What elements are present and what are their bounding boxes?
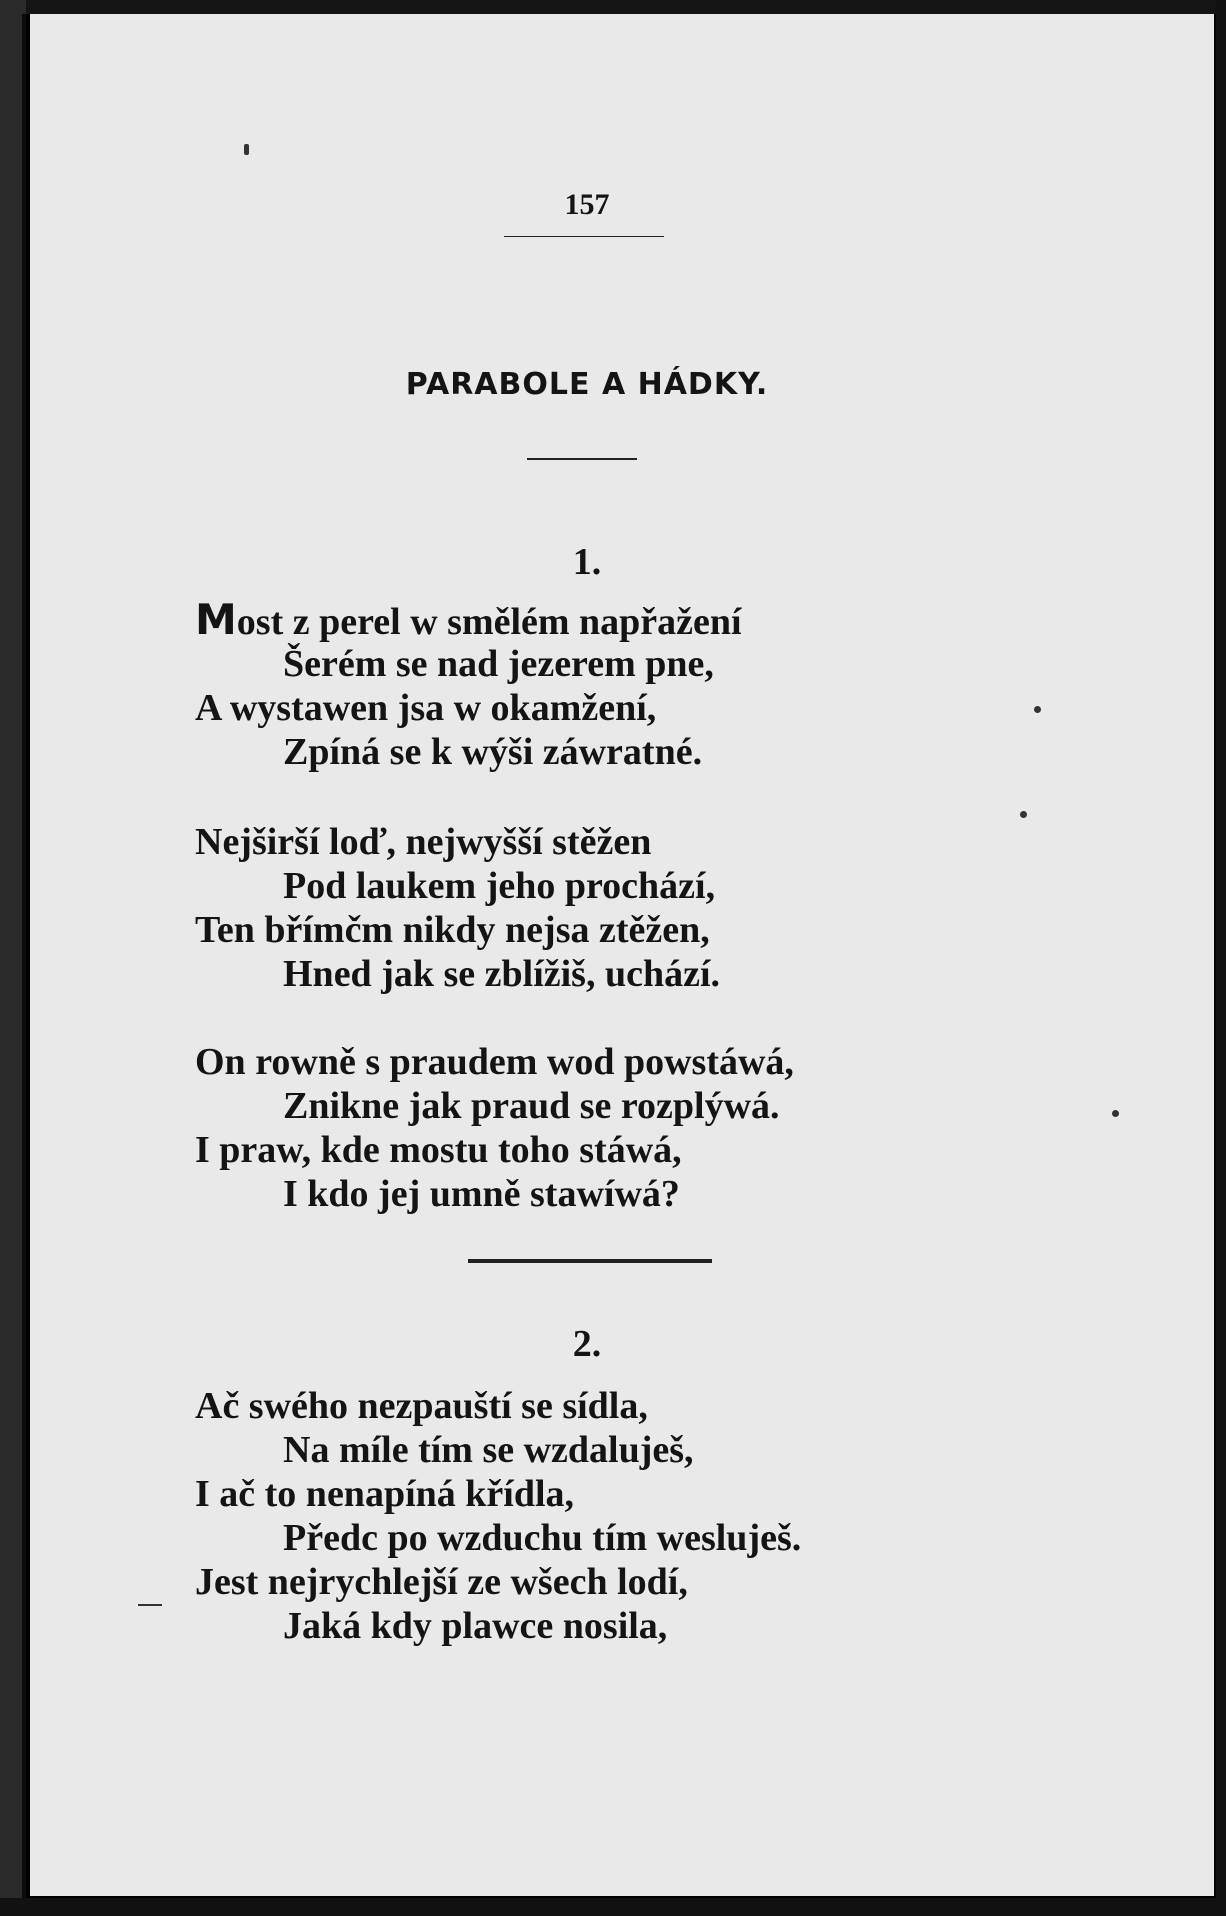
verse-line: Šerém se nad jezerem pne, — [283, 643, 714, 685]
scan-border-top — [0, 0, 1226, 14]
verse-line: A wystawen jsa w okamžení, — [195, 687, 657, 729]
section-divider — [468, 1259, 712, 1263]
verse-line: I kdo jej umně stawíwá? — [283, 1173, 680, 1215]
verse-line — [195, 595, 742, 644]
ink-speck — [138, 1604, 162, 1606]
title-divider — [527, 458, 637, 460]
ink-speck — [1020, 811, 1027, 818]
verse-line: Zpíná se k wýši záwratné. — [283, 731, 703, 773]
scan-border-bottom — [0, 1898, 1226, 1916]
section-number-1: 1. — [572, 541, 602, 583]
verse-line: Na míle tím se wzdaluješ, — [283, 1429, 694, 1471]
verse-line: Znikne jak praud se rozplýwá. — [283, 1085, 780, 1127]
verse-line: I praw, kde mostu toho stáwá, — [195, 1129, 682, 1171]
verse-line: Nejširší loď, nejwyšší stěžen — [195, 821, 652, 863]
section-number-2: 2. — [572, 1323, 602, 1365]
ink-speck — [244, 144, 249, 155]
verse-line-text: ost z perel w smělém napřažení — [236, 601, 742, 643]
ink-speck — [1112, 1110, 1119, 1117]
book-gutter-edge — [22, 14, 26, 1904]
book-page — [30, 14, 1214, 1896]
verse-line: Jest nejrychlejší ze wšech lodí, — [195, 1561, 688, 1603]
verse-line: Ač swého nezpauští se sídla, — [195, 1385, 648, 1427]
scan-border-right — [1216, 0, 1226, 1916]
verse-line: Hned jak se zblížiš, uchází. — [283, 953, 721, 995]
verse-line: Ten břímčm nikdy nejsa ztěžen, — [195, 909, 710, 951]
page-number: 157 — [564, 188, 610, 221]
verse-line: Pod laukem jeho prochází, — [283, 865, 716, 907]
verse-line: On rowně s praudem wod powstáwá, — [195, 1041, 794, 1083]
ink-speck — [1034, 706, 1041, 713]
chapter-title: PARABOLE A HÁDKY. — [405, 367, 769, 402]
verse-line: Jaká kdy plawce nosila, — [283, 1605, 668, 1647]
drop-cap: M — [195, 595, 237, 644]
page-number-rule — [504, 236, 664, 237]
verse-line: I ač to nenapíná křídla, — [195, 1473, 575, 1515]
verse-line: Předc po wzduchu tím wesluješ. — [283, 1517, 802, 1559]
